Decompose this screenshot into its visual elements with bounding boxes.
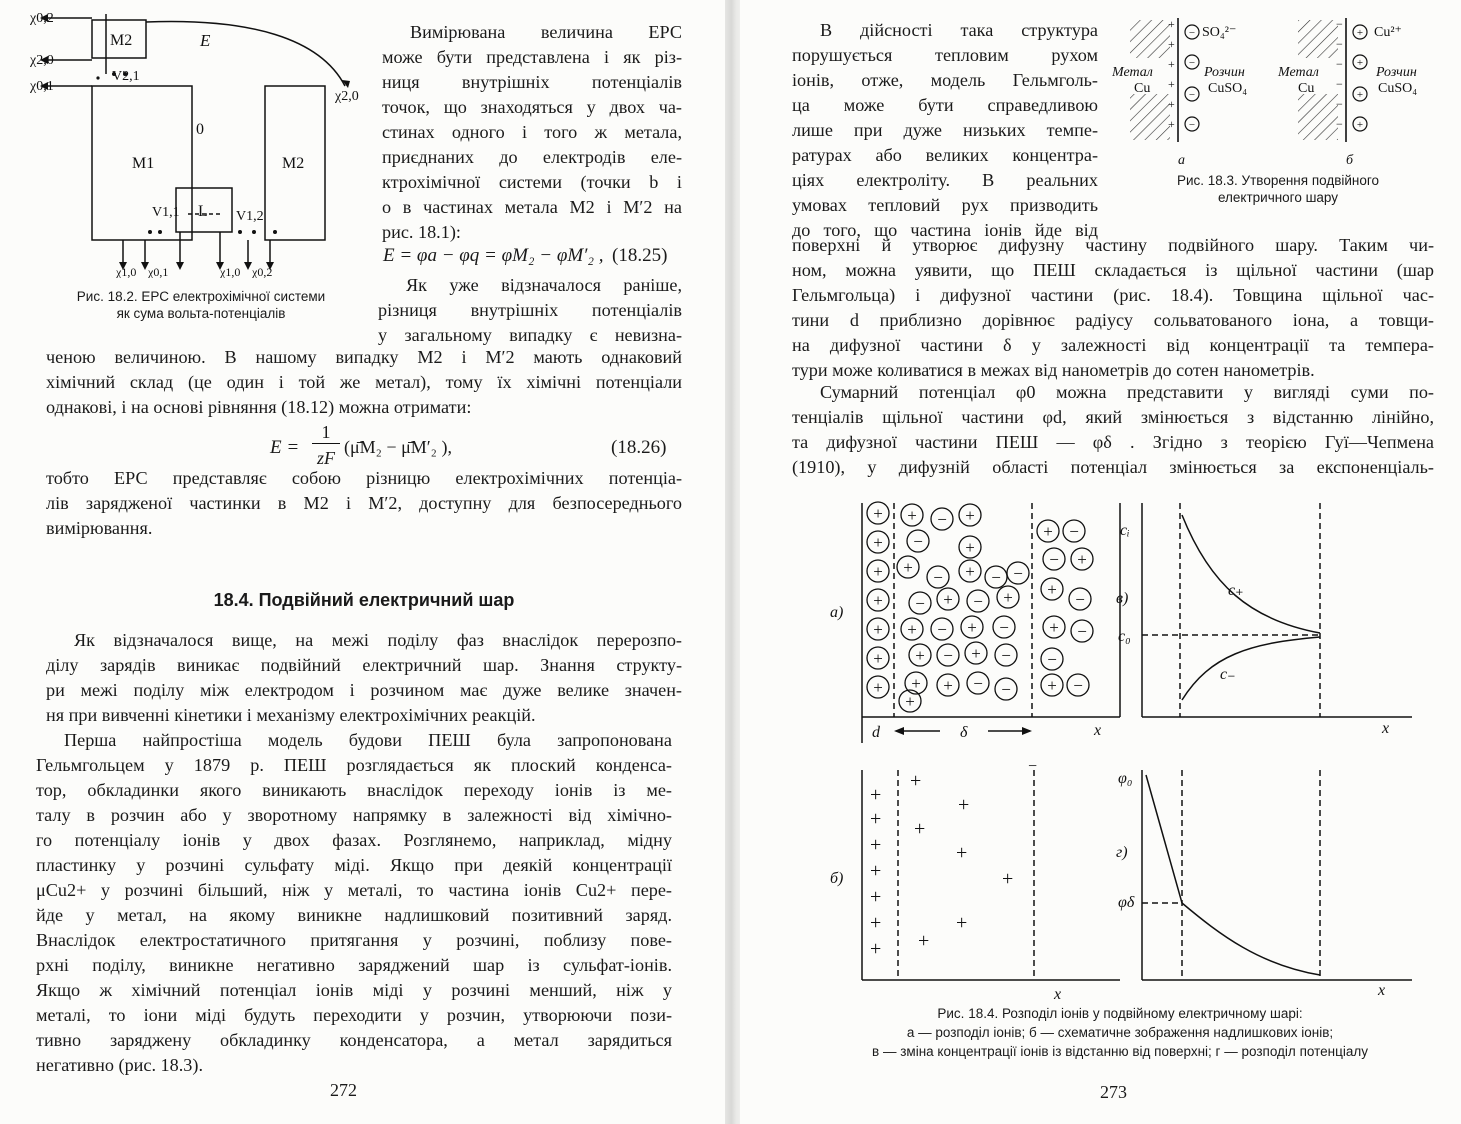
label-x: x [1054, 986, 1062, 1003]
label-chi10: χ1,0 [116, 265, 137, 278]
anion-sign: − [973, 592, 983, 611]
cation-sign: + [971, 644, 981, 663]
label-chi02b: χ0,2 [252, 265, 273, 278]
label-v11: V1,1 [152, 205, 180, 220]
anion-sign: − [933, 568, 943, 587]
text-line: хімічний склад (це один і той же метал), тому їх хімічні потенціали [46, 372, 682, 392]
text-line: ниця внутрішніх потенціалів [382, 72, 682, 92]
figure-18-4-caption [800, 1004, 1440, 1061]
side-paragraph-2 [378, 273, 682, 348]
paragraph-b [46, 466, 682, 541]
anion-sign: − [943, 646, 953, 665]
text-line: тивно заряджену обкладинку конденсатора, а метал зарядиться [36, 1030, 672, 1050]
caption-line: електричного шару [1217, 190, 1339, 205]
cation-sign: + [873, 649, 883, 668]
svg-text:−: − [1336, 97, 1343, 111]
excess-ion: + [870, 860, 882, 882]
text-line: лише при дуже низьких темпе- [792, 120, 1098, 140]
text-line: ктрохімічної системи (точки b і [382, 172, 682, 192]
caption-line: Рис. 18.3. Утворення подвійного [1176, 173, 1380, 188]
text-line: В дійсності така структура [820, 20, 1098, 40]
anion-sign: − [1069, 522, 1079, 541]
svg-text:−: − [1188, 27, 1196, 39]
text-line: ділу зарядів виникає подвійний електричний шар. Знання структу- [46, 655, 682, 675]
svg-text:+: + [1356, 57, 1364, 69]
anion-sign: − [999, 618, 1009, 637]
equation-18-26-rhs: (μ̄M₂ − μ̄M′₂ ), [344, 437, 452, 457]
cation-sign: + [903, 558, 913, 577]
figure-18-3-caption [1138, 172, 1418, 206]
label-cplus: c₊ [1228, 582, 1244, 599]
svg-text:−: − [1336, 77, 1343, 91]
text-line: Перша найпростіша модель будови ПЕШ була запропонована [64, 730, 672, 750]
label-cminus: c₋ [1220, 666, 1236, 683]
text-line: ца може бути справедливою [792, 95, 1098, 115]
panel-label-g: г) [1116, 844, 1128, 861]
label-cu2: Cu²⁺ [1374, 25, 1402, 40]
excess-ion: + [958, 794, 970, 816]
label-chi20: χ2,0 [30, 53, 54, 68]
text-line: негативно (рис. 18.3). [36, 1055, 203, 1075]
cation-sign: + [943, 676, 953, 695]
cation-sign: + [967, 618, 977, 637]
excess-ion: + [870, 912, 882, 934]
svg-text:+: + [1168, 37, 1175, 51]
paragraph-b [792, 380, 1434, 480]
cation-sign: + [915, 646, 925, 665]
excess-ion: + [914, 818, 926, 840]
svg-text:−: − [1188, 57, 1196, 69]
excess-ion: + [910, 770, 922, 792]
svg-text:+: + [1356, 27, 1364, 39]
anion-sign: − [1001, 646, 1011, 665]
excess-ion: + [870, 886, 882, 908]
anion-sign: − [991, 568, 1001, 587]
cation-sign: + [1047, 676, 1057, 695]
label-x: x [1382, 720, 1390, 737]
text-line: може бути представлена і як різ- [382, 47, 682, 67]
text-line: Гельмгольца) і дифузної частини (рис. 18.4). Товщина щільної час- [792, 285, 1434, 305]
label-phi0: φ₀ [1118, 770, 1133, 787]
anion-sign: − [1049, 550, 1059, 569]
text-line: тор, обкладинки якого виникають внаслідок переходу іонів із ме- [36, 780, 672, 800]
svg-text:+: + [1168, 117, 1175, 131]
excess-ion: + [1002, 868, 1014, 890]
cation-sign: + [907, 620, 917, 639]
cation-sign: + [965, 562, 975, 581]
label-cu-b: Cu [1298, 81, 1315, 96]
anion-sign: − [1013, 564, 1023, 583]
label-d: d [872, 724, 880, 741]
label-ci: cᵢ [1120, 522, 1130, 539]
text-line: на дифузної частини δ у залежності від концентрації та темпера- [792, 335, 1434, 355]
label-phi-delta: φδ [1118, 894, 1135, 911]
label-metal-a: Метал [1112, 65, 1153, 80]
svg-text:+: + [1356, 119, 1364, 131]
label-e: E [200, 31, 211, 50]
label-cuso4-b: CuSO₄ [1378, 81, 1418, 96]
cation-sign: + [1077, 550, 1087, 569]
cation-sign: + [873, 591, 883, 610]
text-line: тенціалів щільної частини φd, який змінюється з відстанню лінійно, [792, 407, 1434, 427]
paragraph-c [46, 628, 682, 728]
figure-18-2-caption [36, 288, 366, 322]
text-line: лів зарядженої частинки в M2 і M′2, доступну для безпосереднього [46, 493, 682, 513]
text-line: Вимірювана величина ЕРС [410, 22, 682, 42]
label-m2-right: M2 [282, 155, 305, 172]
figure-18-3 [1112, 14, 1432, 174]
label-x: x [1094, 722, 1102, 739]
text-line: рис. 18.1): [382, 222, 461, 242]
paragraph-a [792, 233, 1434, 383]
anion-sign: − [913, 532, 923, 551]
label-so4: SO₄²⁻ [1202, 25, 1237, 40]
text-line: (1910), у дифузній області потенціал змінюється за експоненціаль- [792, 457, 1434, 477]
label-cuso4-a: CuSO₄ [1208, 81, 1248, 96]
label-chi01: χ0,1 [30, 79, 54, 94]
anion-sign: − [1047, 650, 1057, 669]
text-line: ном, можна уявити, що ПЕШ складається із щільної частини (шар [792, 260, 1434, 280]
panel-label-b: б) [830, 870, 844, 887]
anion-sign: − [937, 510, 947, 529]
text-line: поверхні й утворює дифузну частину подвійного шару. Таким чи- [792, 235, 1434, 255]
panel-label-v: в) [1116, 590, 1129, 607]
text-line: до того, що частина іонів йде від [792, 220, 1098, 240]
svg-text:−: − [1336, 17, 1343, 31]
text-line: талу в розчин або у зворотному напрямку в залежності від хімічно- [36, 805, 672, 825]
equation-18-26-numerator: 1 [312, 422, 340, 444]
text-line: тини d приблизно дорівнює радіусу сольватованого іона, а товщи- [792, 310, 1434, 330]
text-line: тури може коливатися в межах від нанометрів до сотен нанометрів. [792, 360, 1315, 380]
text-line: ціях електроліту. В реальних [792, 170, 1098, 190]
svg-text:+: + [1356, 89, 1364, 101]
cation-sign: + [943, 590, 953, 609]
caption-line: в — зміна концентрації іонів із відстанню від поверхні; г — розподіл потенціалу [872, 1044, 1368, 1059]
paragraph-a [46, 345, 682, 420]
page-number: 272 [330, 1080, 357, 1100]
figure-18-2 [30, 8, 390, 278]
text-line: o в частинах метала M2 і M′2 на [382, 197, 682, 217]
cation-sign: + [1047, 580, 1057, 599]
label-chi20-right: χ2,0 [335, 89, 359, 104]
cation-sign: + [873, 533, 883, 552]
text-line: ня при вивченні кінетики і механізму електрохімічних реакцій. [46, 705, 536, 725]
equation-18-26-number: (18.26) [611, 437, 667, 458]
label-v21: V2,1 [112, 69, 140, 84]
caption-line: а — розподіл іонів; б — схематичне зображення надлишкових іонів; [906, 1025, 1334, 1040]
anion-sign: − [1077, 622, 1087, 641]
caption-line: Рис. 18.4. Розподіл іонів у подвійному електричному шарі: [937, 1006, 1303, 1021]
label-zero: 0 [196, 121, 204, 138]
excess-ion: + [956, 842, 968, 864]
text-line: стинах одного і того ж метала, [382, 122, 682, 142]
side-paragraph [792, 18, 1098, 243]
text-line: ратурах або великих концентра- [792, 145, 1098, 165]
cation-sign: + [873, 620, 883, 639]
text-line: іонів, отже, модель Гельмголь- [792, 70, 1098, 90]
svg-text:−: − [1336, 37, 1343, 51]
svg-text:+: + [1168, 77, 1175, 91]
cation-sign: + [1049, 618, 1059, 637]
cation-sign: + [1003, 588, 1013, 607]
equation-18-26-denominator: zF [317, 448, 335, 468]
cation-sign: + [873, 562, 883, 581]
label-delta: δ [960, 724, 968, 741]
minus-sign: − [1028, 758, 1038, 775]
text-line: Як уже відзначалося раніше, [406, 275, 682, 295]
text-line: ри межі поділу між електродом і розчином має дуже велике значен- [46, 680, 682, 700]
section-title: 18.4. Подвійний електричний шар [213, 590, 515, 610]
equation-18-25-number: (18.25) [612, 245, 668, 266]
text-line: Сумарний потенціал φ0 можна представити у вигляді суми по- [820, 382, 1434, 402]
text-line: Як відзначалося вище, на межі поділу фаз внаслідок перерозпо- [74, 630, 682, 650]
label-v12: V1,2 [236, 209, 264, 224]
caption-line: як сума вольта-потенціалів [116, 306, 286, 321]
text-line: приєднаних до електродів еле- [382, 147, 682, 167]
label-chi01b: χ0,1 [148, 265, 169, 278]
svg-text:−: − [1336, 57, 1343, 71]
svg-text:+: + [1168, 57, 1175, 71]
excess-ion: + [870, 834, 882, 856]
anion-sign: − [1001, 680, 1011, 699]
text-line: порушується тепловим рухом [792, 45, 1098, 65]
cation-sign: + [911, 674, 921, 693]
label-chi10b: χ1,0 [220, 265, 241, 278]
text-line: Гельмгольцем у 1879 р. ПЕШ розглядається як плоский конденса- [36, 755, 672, 775]
excess-ion: + [956, 912, 968, 934]
paragraph-d [36, 728, 672, 1078]
right-page [740, 0, 1461, 1124]
label-metal-b: Метал [1278, 65, 1319, 80]
svg-text:−: − [1188, 89, 1196, 101]
caption-line: Рис. 18.2. ЕРС електрохімічної системи [76, 289, 326, 304]
cation-sign: + [873, 678, 883, 697]
label-solution-b: Розчин [1376, 65, 1417, 80]
text-line: μCu2+ у розчині більший, ніж у металі, то частина іонів Cu2+ пере- [36, 880, 672, 900]
text-line: та дифузної частини ПЕШ — φδ . Згідно з теорією Гуї—Чепмена [792, 432, 1434, 452]
anion-sign: − [937, 620, 947, 639]
page-number: 273 [1100, 1082, 1127, 1102]
text-line: різниця внутрішніх потенціалів [378, 300, 682, 320]
label-m2-top: M2 [110, 32, 133, 49]
cation-sign: + [873, 504, 883, 523]
svg-text:+: + [1168, 97, 1175, 111]
anion-sign: − [915, 594, 925, 613]
text-line: пластинку у розчині сульфату міді. Якщо при деякій концентрації [36, 855, 672, 875]
excess-ion: + [870, 808, 882, 830]
label-b: б [1346, 153, 1354, 168]
anion-sign: − [1073, 676, 1083, 695]
text-line: у загальному випадку є невизна- [378, 325, 682, 345]
text-line: го потенціалу іонів у двох фазах. Розглянемо, наприклад, мідну [36, 830, 672, 850]
text-line: тобто ЕРС представляє собою різницю електрохімічних потенціа- [46, 468, 682, 488]
cation-sign: + [965, 538, 975, 557]
panel-label-a: а) [830, 604, 844, 621]
text-line: металі, то іони міді будуть переходити у розчин, утворюючи пози- [36, 1005, 672, 1025]
ion-distribution [867, 502, 1093, 712]
label-m1: M1 [132, 155, 155, 172]
cation-sign: + [907, 506, 917, 525]
equation-18-26-lhs: E = [270, 437, 300, 458]
label-solution-a: Розчин [1204, 65, 1245, 80]
cation-sign: + [1043, 522, 1053, 541]
excess-ion: + [870, 938, 882, 960]
label-chi02: χ0,2 [30, 11, 54, 26]
label-cu-a: Cu [1134, 81, 1151, 96]
text-line: Внаслідок електростатичного притягання у розчині, поблизу пове- [36, 930, 672, 950]
cation-sign: + [965, 506, 975, 525]
text-line: точок, що знаходяться у двох ча- [382, 97, 682, 117]
label-c0: c₀ [1118, 628, 1131, 645]
label-a: а [1178, 153, 1185, 168]
text-line: рхні поділу, виникне негативно заряджений шар із сульфат-іонів. [36, 955, 672, 975]
anion-sign: − [973, 674, 983, 693]
excess-ion: + [918, 930, 930, 952]
label-x: x [1378, 982, 1386, 999]
equation-18-25: E = φa − φq = φM₂ − φM′₂ , [383, 245, 604, 266]
svg-text:−: − [1336, 117, 1343, 131]
text-line: однакові, і на основі рівняння (18.12) можна отримати: [46, 397, 472, 417]
figure-18-4 [820, 495, 1440, 1005]
excess-ion: + [870, 784, 882, 806]
anion-sign: − [1075, 590, 1085, 609]
text-line: йде у метал, на якому виникне надлишковий позитивний заряд. [36, 905, 672, 925]
left-page [0, 0, 725, 1124]
cation-sign: + [905, 692, 915, 711]
text-line: ченою величиною. В нашому випадку M2 і M′2 мають однаковий [46, 347, 682, 367]
text-line: умовах тепловий рух призводить [792, 195, 1098, 215]
svg-text:−: − [1188, 119, 1196, 131]
text-line: вимірювання. [46, 518, 153, 538]
side-paragraph [382, 20, 682, 245]
text-line: Якщо ж хімічний потенціал іонів міді у розчині менший, ніж у [36, 980, 672, 1000]
svg-text:+: + [1168, 17, 1175, 31]
label-l: L [198, 203, 208, 220]
